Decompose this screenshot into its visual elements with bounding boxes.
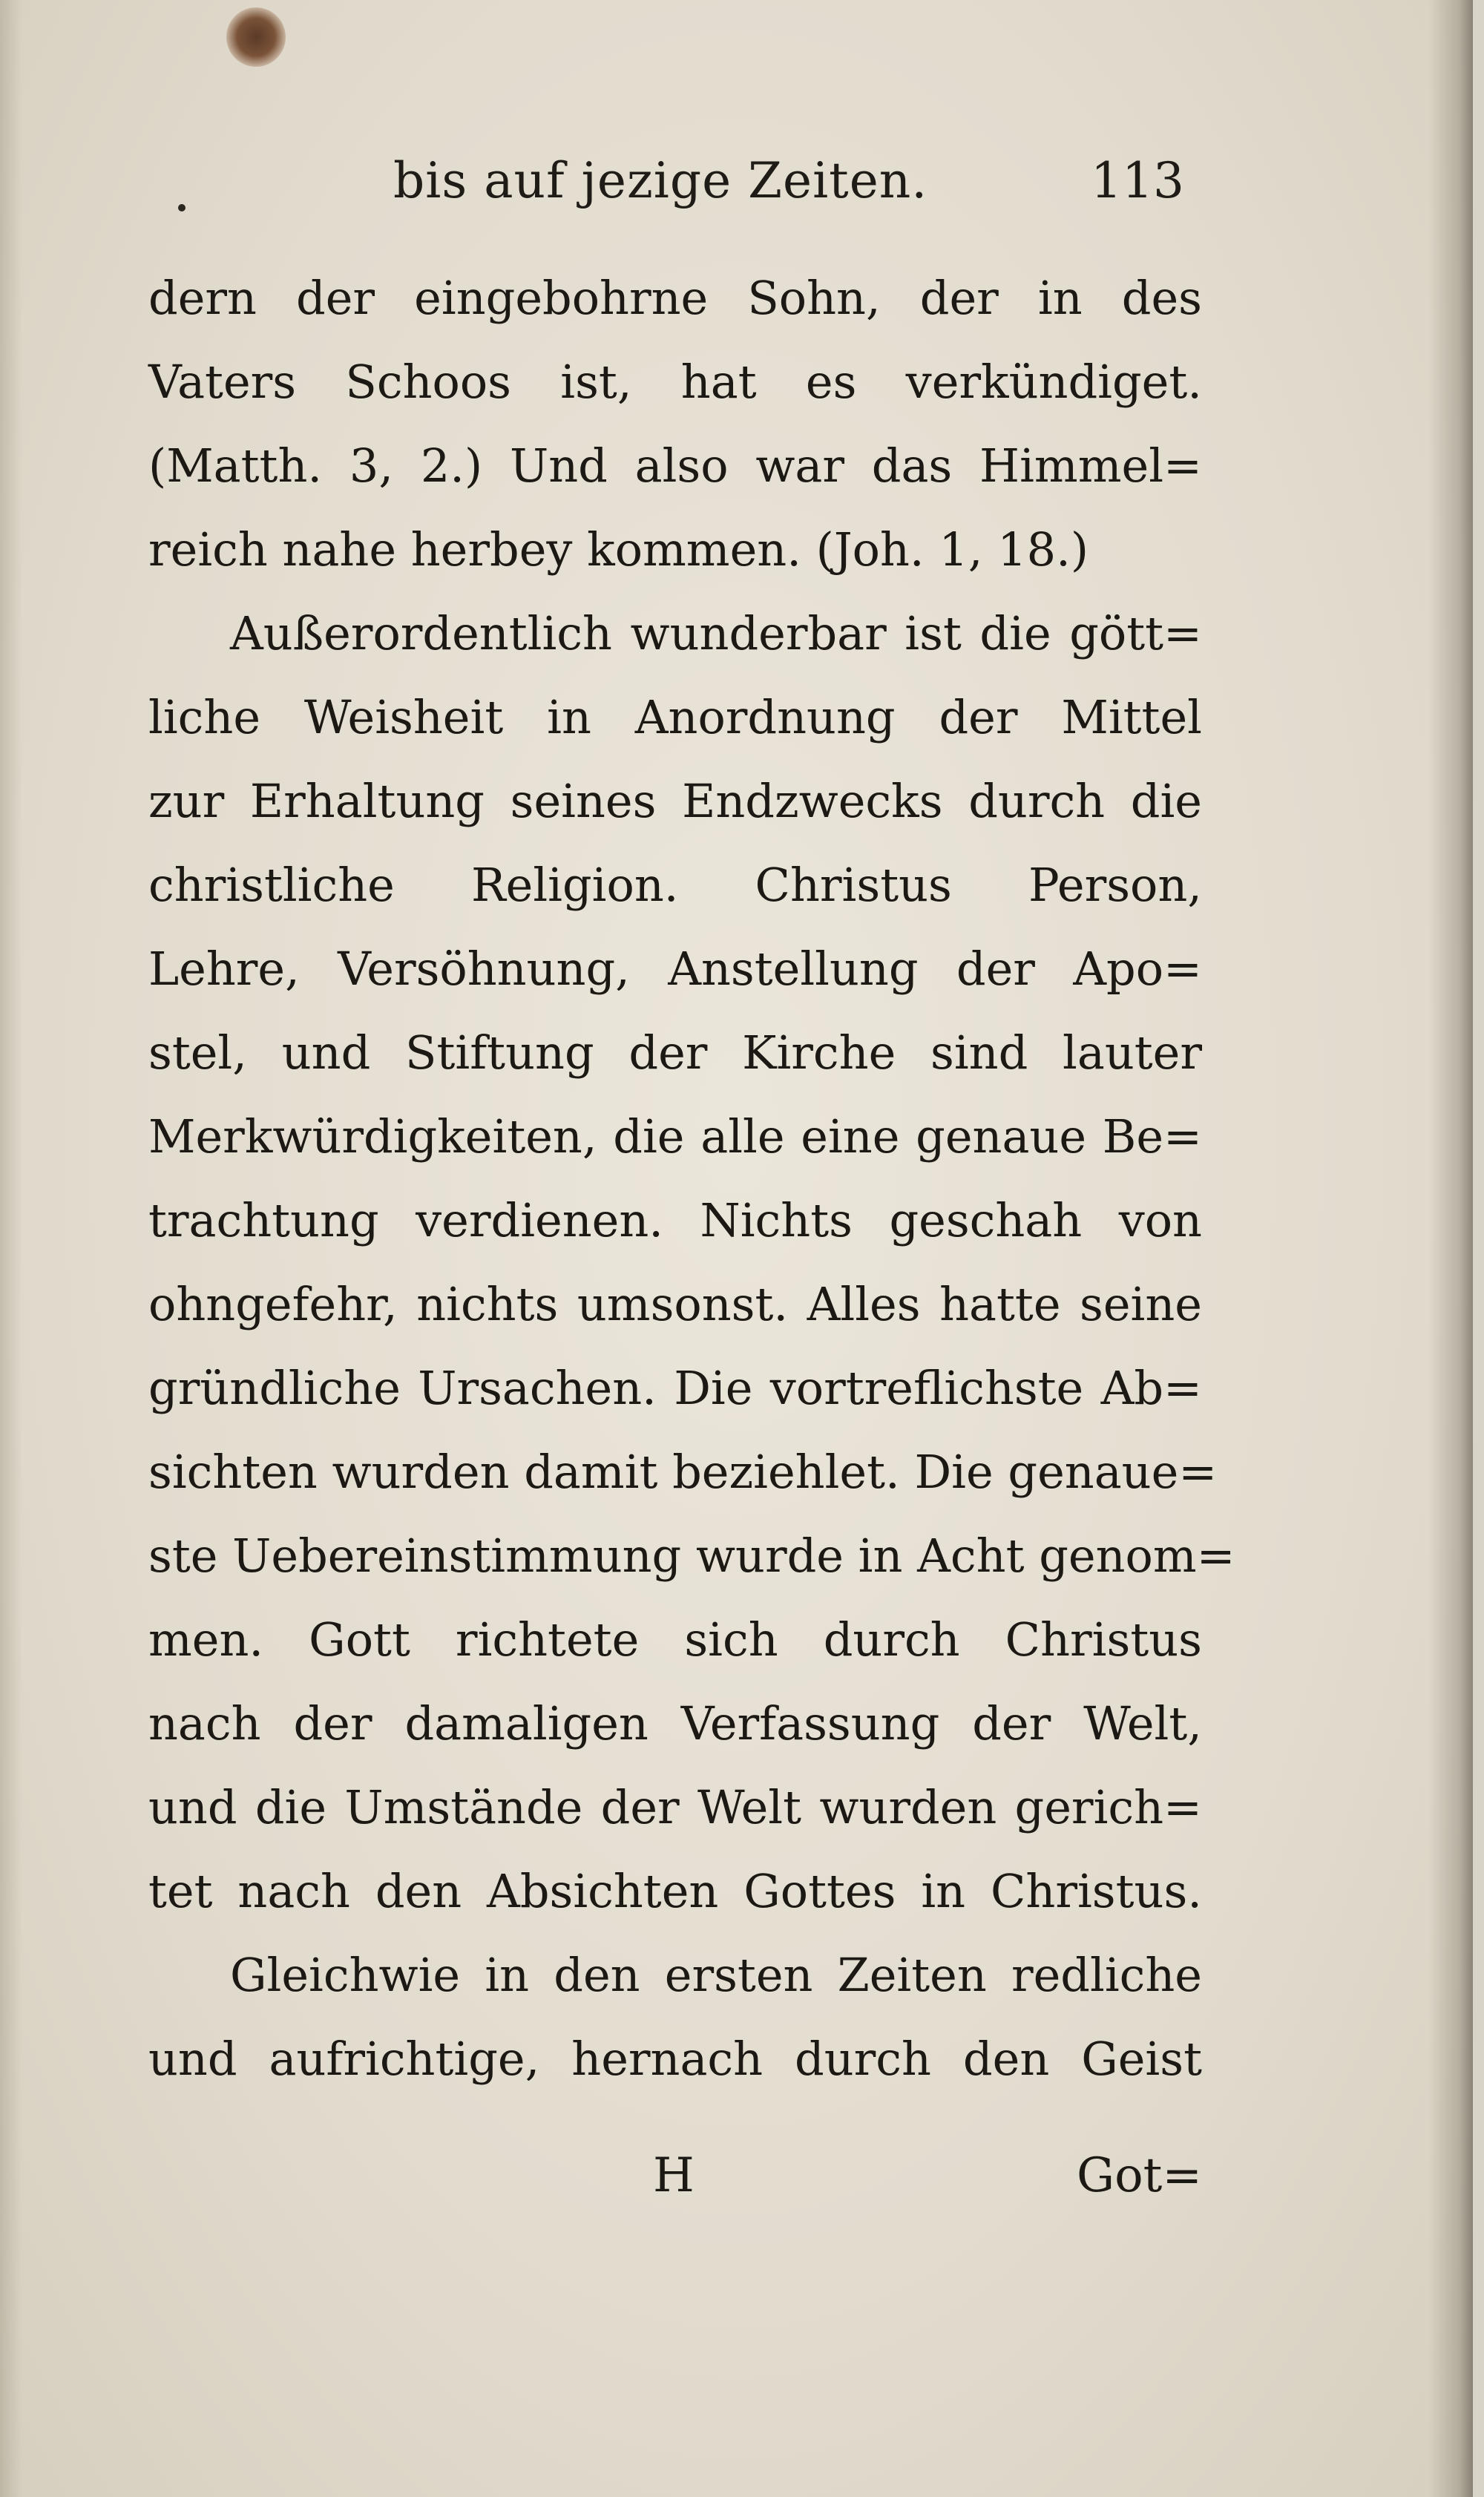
page-number: 113	[1091, 152, 1184, 209]
text-line: liche Weisheit in Anordnung der Mittel	[148, 690, 1202, 744]
page-edge-shading	[0, 0, 22, 2497]
text-line: dern der eingebohrne Sohn, der in des	[148, 271, 1202, 325]
text-line: und die Umstände der Welt wurden gerich=	[148, 1780, 1202, 1834]
paragraph-3	[148, 1933, 1202, 2101]
text-line: tet nach den Absichten Gottes in Christus.	[148, 1864, 1202, 1918]
ink-stain	[226, 7, 286, 67]
text-line: stel, und Stiftung der Kirche sind lauter	[148, 1026, 1202, 1080]
text-line: men. Gott richtete sich durch Christus	[148, 1612, 1202, 1667]
spine-shadow	[1428, 0, 1473, 2497]
text-line: ohngefehr, nichts umsonst. Alles hatte seine	[148, 1277, 1202, 1331]
text-line: reich nahe herbey kommen. (Joh. 1, 18.)	[148, 522, 1089, 577]
text-line: christliche Religion. Christus Person,	[148, 858, 1202, 912]
text-line: nach der damaligen Verfassung der Welt,	[148, 1696, 1202, 1750]
body-text	[148, 256, 1235, 2101]
text-line: Gleichwie in den ersten Zeiten redliche	[230, 1948, 1202, 2002]
header-dot	[178, 204, 186, 211]
running-title: bis auf jezige Zeiten.	[393, 152, 928, 209]
text-line: Lehre, Versöhnung, Anstellung der Apo=	[148, 942, 1202, 996]
text-line: gründliche Ursachen. Die vortreflichste Ab=	[148, 1361, 1202, 1415]
signature-mark: H	[653, 2148, 695, 2203]
text-line: zur Erhaltung seines Endzwecks durch die	[148, 774, 1202, 828]
paragraph-1	[148, 256, 1202, 591]
catchword: Got=	[1077, 2148, 1202, 2203]
text-line: ste Uebereinstimmung wurde in Acht genom=	[148, 1529, 1235, 1583]
text-line: Außerordentlich wunderbar ist die gött=	[230, 606, 1202, 660]
page-footer	[148, 2148, 1202, 2222]
text-line: sichten wurden damit beziehlet. Die genaue=	[148, 1445, 1218, 1499]
text-line: (Matth. 3, 2.) Und also war das Himmel=	[148, 439, 1202, 493]
paragraph-2	[148, 591, 1235, 1933]
text-line: Merkwürdigkeiten, die alle eine genaue Be=	[148, 1109, 1202, 1164]
page-header	[148, 152, 1187, 219]
text-line: und aufrichtige, hernach durch den Geist	[148, 2032, 1202, 2086]
text-line: Vaters Schoos ist, hat es verkündiget.	[148, 355, 1202, 409]
text-line: trachtung verdienen. Nichts geschah von	[148, 1193, 1202, 1247]
